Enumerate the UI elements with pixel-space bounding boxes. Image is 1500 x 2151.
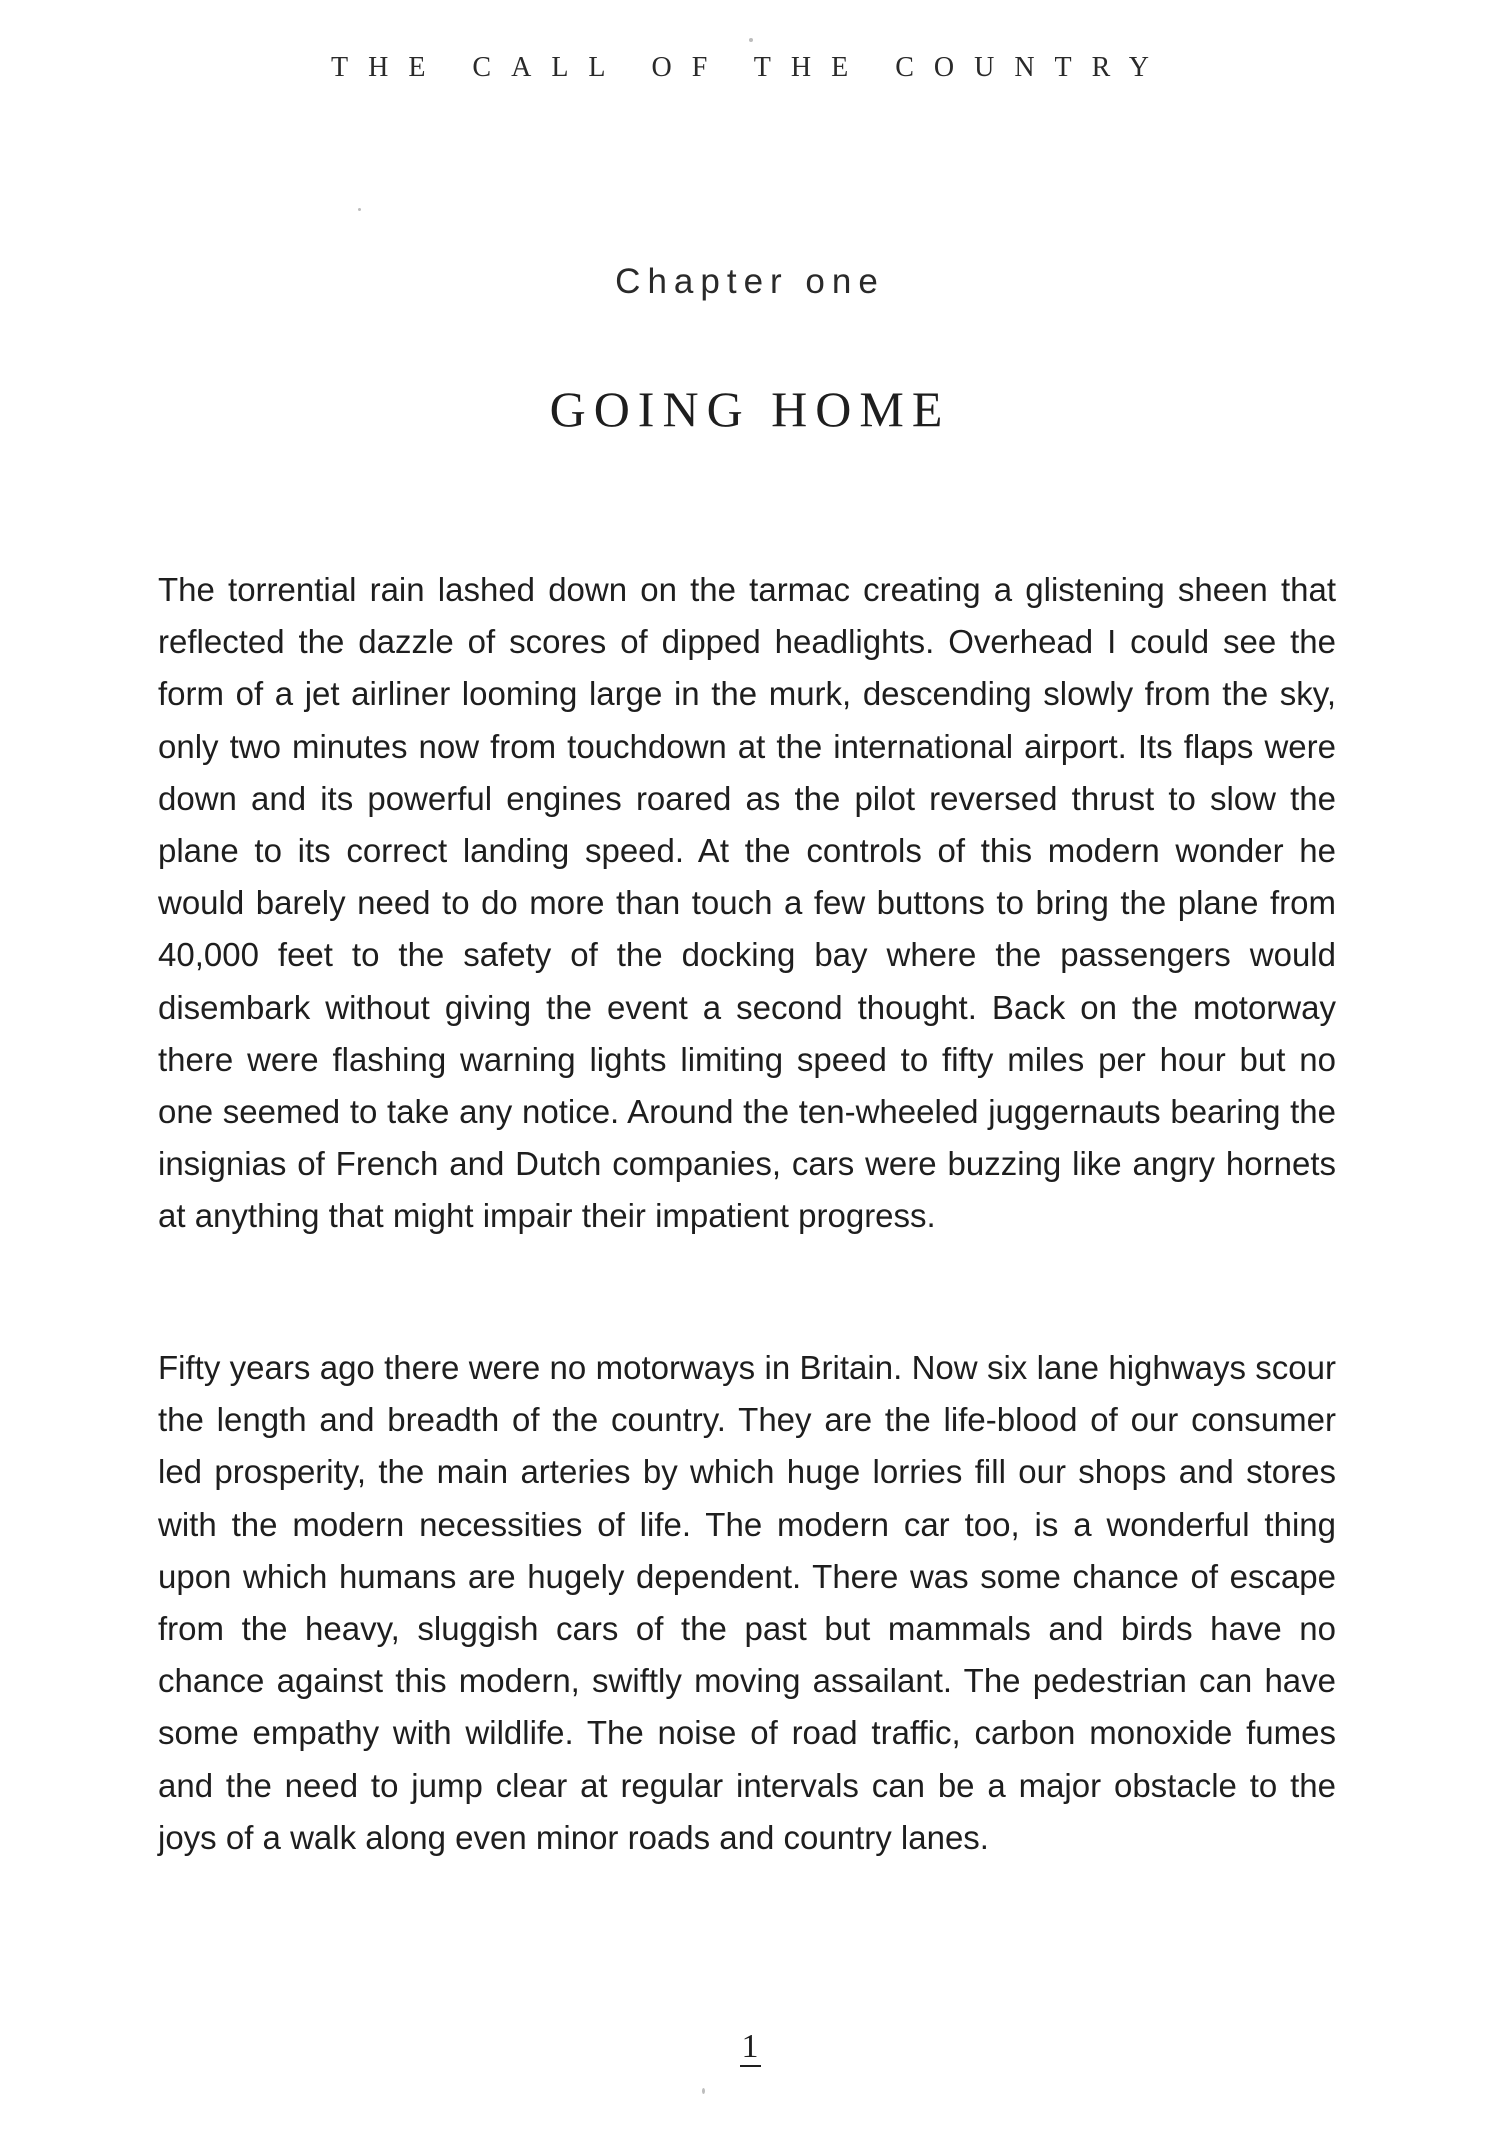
- scan-speck: [702, 2088, 705, 2094]
- chapter-title: GOING HOME: [549, 381, 951, 437]
- body-paragraph-1: The torrential rain lashed down on the tarmac creating a glistening sheen that reflected the dazzle of scores of dipped headlights. Overhead I could see the form of a jet airliner looming large in the murk, descending slowly from the sky, only two minutes now from touchdown at the international airport. Its flaps were down and its powerful engines roared as the pilot reversed thrust to slow the plane to its correct landing speed. At the controls of this modern wonder he would barely need to do more than touch a few buttons to bring the plane from 40,000 feet to the safety of the docking bay where the passengers would disembark without giving the event a second thought. Back on the motorway there were flashing warning lights limiting speed to fifty miles per hour but no one seemed to take any notice. Around the ten-wheeled juggernauts bearing the insignias of French and Dutch companies, cars were buzzing like angry hornets at anything that might impair their impatient progress.: [158, 571, 1336, 1235]
- page-number: [0, 2028, 1500, 2066]
- body-paragraph-2: Fifty years ago there were no motorways in Britain. Now six lane highways scour the length and breadth of the country. They are the life-blood of our consumer led prosperity, the main arteries by which huge lorries fill our shops and stores with the modern necessities of life. The modern car too, is a wonderful thing upon which humans are hugely dependent. There was some chance of escape from the heavy, sluggish cars of the past but mammals and birds have no chance against this modern, swiftly moving assailant. The pedestrian can have some empathy with wildlife. The noise of road traffic, carbon monoxide fumes and the need to jump clear at regular intervals can be a major obstacle to the joys of a walk along even minor roads and country lanes.: [158, 1349, 1336, 1856]
- chapter-label: Chapter one: [615, 262, 885, 301]
- page-number-value: 1: [741, 2028, 759, 2065]
- scan-speck: [749, 38, 753, 42]
- scan-speck: [358, 208, 361, 211]
- running-header: THE CALL OF THE COUNTRY: [331, 52, 1169, 83]
